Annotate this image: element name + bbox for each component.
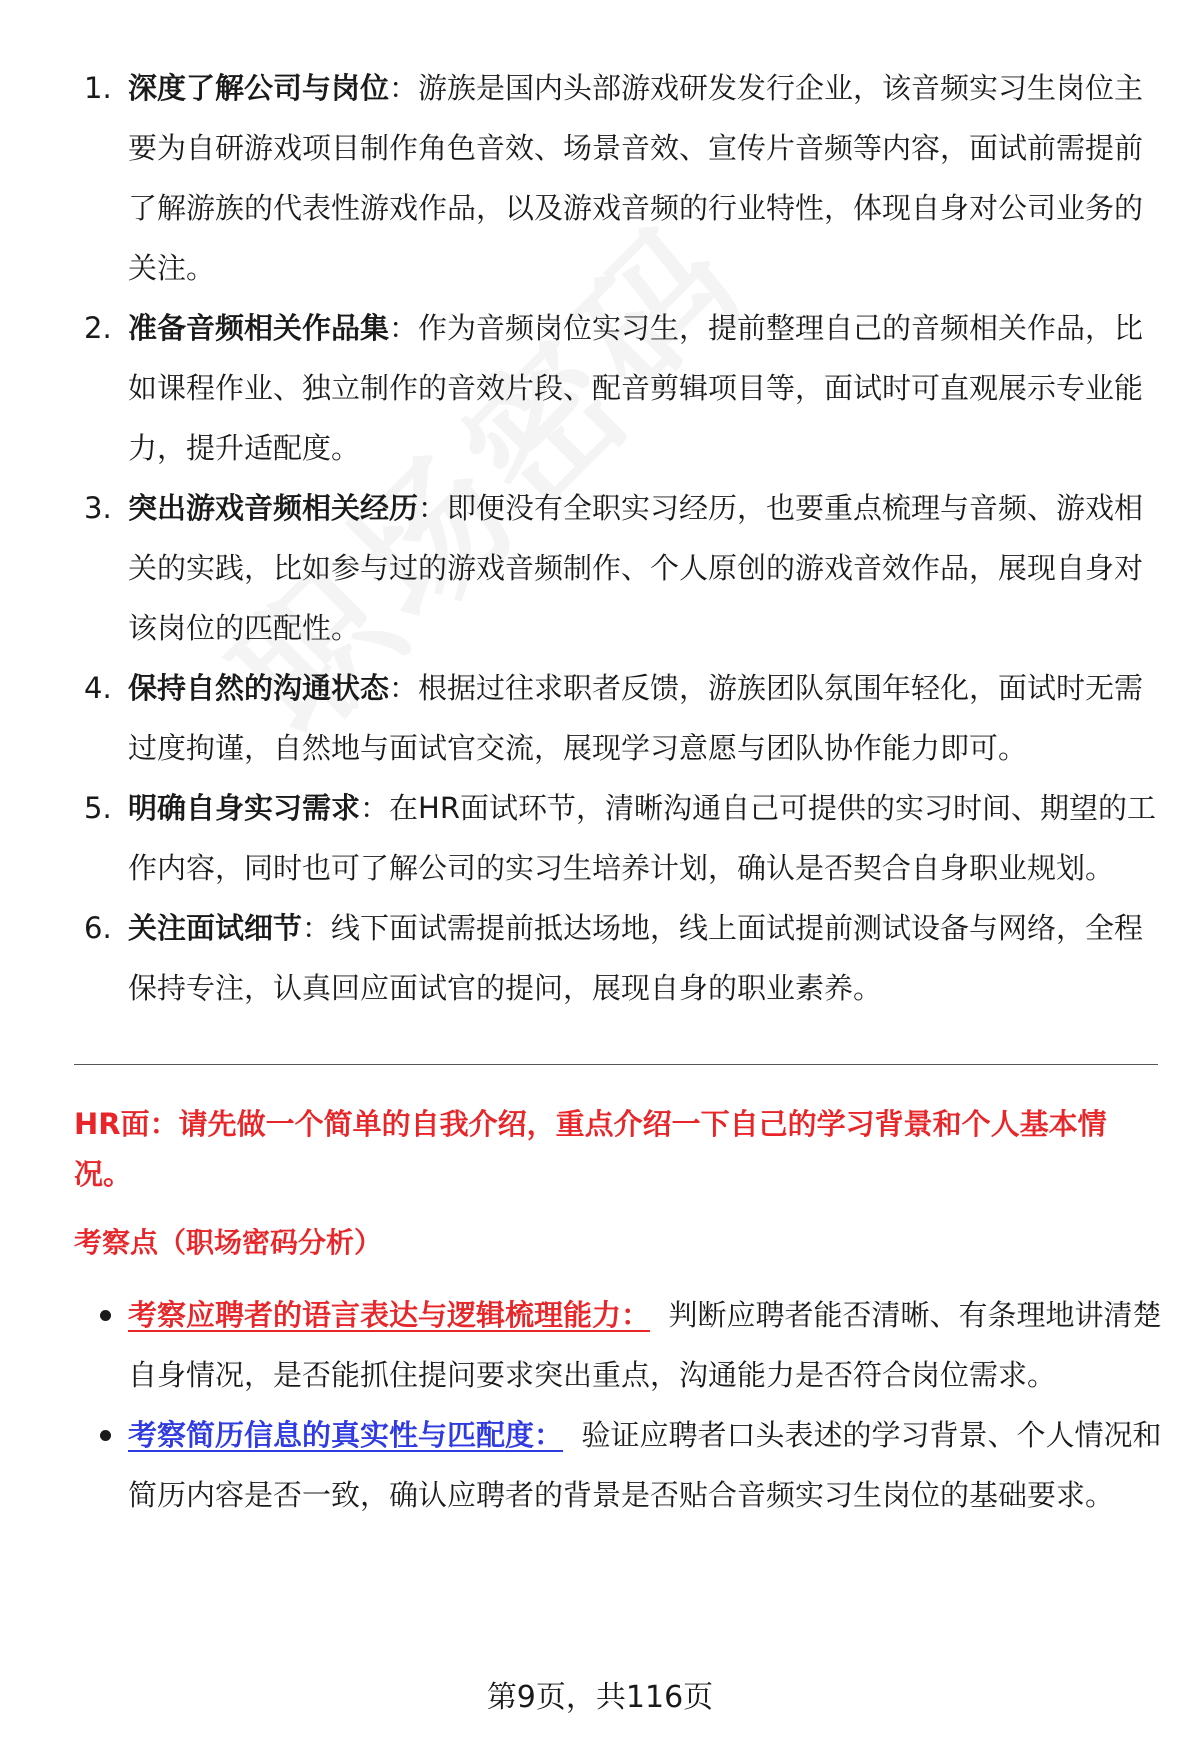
list-item-title: 准备音频相关作品集 (128, 311, 390, 345)
list-item-separator: ： (302, 911, 332, 945)
list-item-title: 深度了解公司与岗位 (128, 71, 390, 105)
tips-list (74, 58, 1162, 1018)
point-title: 考察简历信息的真实性与匹配度： (128, 1418, 564, 1452)
list-item-title: 保持自然的沟通状态 (128, 671, 390, 705)
list-item-separator: ： (389, 311, 419, 345)
list-item-separator: ： (389, 671, 419, 705)
list-number: 3. (84, 491, 112, 525)
point-text: 判断应聘者能否清晰、有条理地讲清楚自身情况，是否能抓住提问要求突出重点，沟通能力是否符合岗位需求。 (128, 1298, 1162, 1392)
list-item (74, 778, 1162, 898)
list-number: 4. (84, 671, 112, 705)
document-body (74, 58, 1162, 1525)
list-item-title: 明确自身实习需求 (128, 791, 361, 825)
list-item-separator: ： (360, 791, 390, 825)
list-item-text: 作为音频岗位实习生，提前整理自己的音频相关作品，比如课程作业、独立制作的音效片段、配音剪辑项目等，面试时可直观展示专业能力，提升适配度。 (128, 311, 1144, 465)
list-item (74, 298, 1162, 478)
list-item-separator: ： (389, 71, 419, 105)
section-divider (74, 1064, 1158, 1065)
list-item (74, 478, 1162, 658)
list-number: 5. (84, 791, 112, 825)
list-item (74, 898, 1162, 1018)
list-item-text: 游族是国内头部游戏研发发行企业，该音频实习生岗位主要为自研游戏项目制作角色音效、场景音效、宣传片音频等内容，面试前需提前了解游族的代表性游戏作品，以及游戏音频的行业特性，体现自身对公司业务的关注。 (128, 71, 1144, 285)
list-item (74, 1285, 1162, 1405)
list-number: 2. (84, 311, 112, 345)
bullet-icon (100, 1430, 111, 1441)
hr-question-heading: HR面：请先做一个简单的自我介绍，重点介绍一下自己的学习背景和个人基本情况。 (74, 1107, 1107, 1191)
list-item-text: 线下面试需提前抵达场地，线上面试提前测试设备与网络，全程保持专注，认真回应面试官的提问，展现自身的职业素养。 (128, 911, 1144, 1005)
list-item-title: 关注面试细节 (128, 911, 303, 945)
list-number: 6. (84, 911, 112, 945)
list-item-separator: ： (418, 491, 448, 525)
analysis-heading: 考察点（职场密码分析） (74, 1226, 383, 1259)
point-text: 验证应聘者口头表述的学习背景、个人情况和简历内容是否一致，确认应聘者的背景是否贴合音频实习生岗位的基础要求。 (128, 1418, 1162, 1512)
list-item-text: 在HR面试环节，清晰沟通自己可提供的实习时间、期望的工作内容，同时也可了解公司的实习生培养计划，确认是否契合自身职业规划。 (128, 791, 1156, 885)
list-item (74, 658, 1162, 778)
list-item-text: 即便没有全职实习经历，也要重点梳理与音频、游戏相关的实践，比如参与过的游戏音频制作、个人原创的游戏音效作品，展现自身对该岗位的匹配性。 (128, 491, 1144, 645)
list-item (74, 58, 1162, 298)
list-item-title: 突出游戏音频相关经历 (128, 491, 419, 525)
page-number: 第9页，共116页 (486, 1680, 714, 1715)
bullet-icon (100, 1310, 111, 1321)
list-item (74, 1405, 1162, 1525)
point-title: 考察应聘者的语言表达与逻辑梳理能力： (128, 1298, 651, 1332)
list-number: 1. (84, 71, 112, 105)
analysis-points-list (74, 1285, 1162, 1525)
list-item-text: 根据过往求职者反馈，游族团队氛围年轻化，面试时无需过度拘谨，自然地与面试官交流，展现学习意愿与团队协作能力即可。 (128, 671, 1144, 765)
